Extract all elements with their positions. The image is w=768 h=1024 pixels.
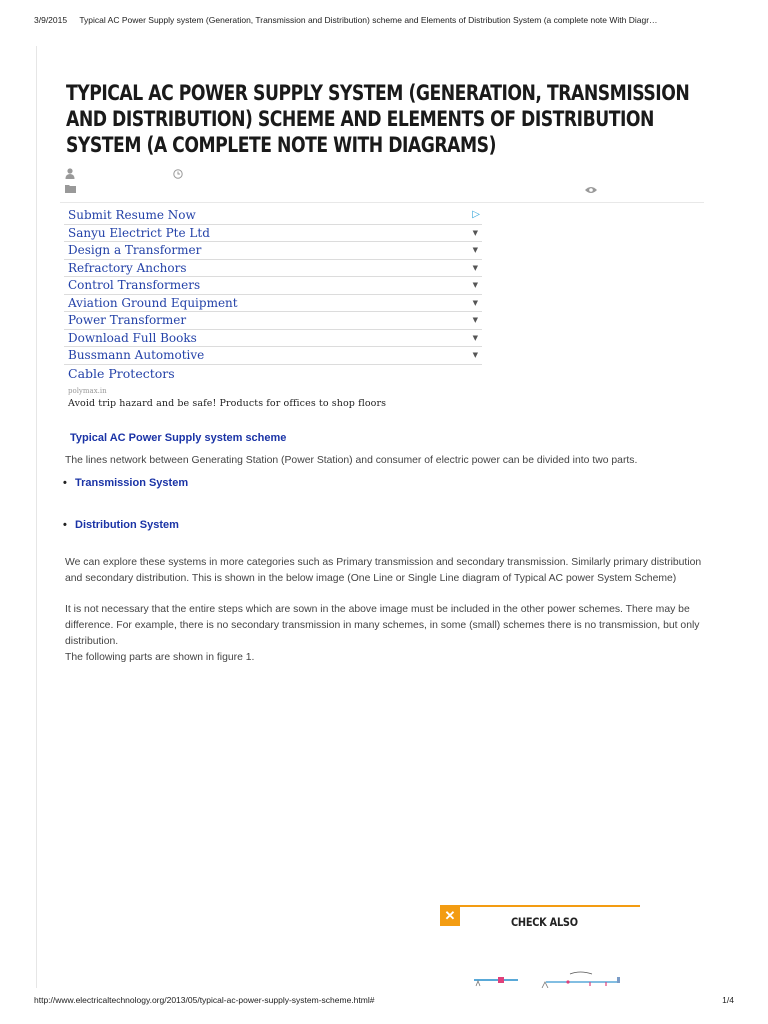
user-icon bbox=[65, 168, 75, 182]
section-link[interactable]: Typical AC Power Supply system scheme bbox=[70, 432, 287, 444]
check-also-label: CHECK ALSO bbox=[511, 915, 578, 929]
ad-featured-domain[interactable]: polymax.in bbox=[68, 387, 107, 395]
ad-link-label: Refractory Anchors bbox=[68, 260, 187, 275]
ad-link[interactable] bbox=[64, 260, 482, 278]
meta-divider bbox=[60, 202, 704, 203]
ad-link[interactable] bbox=[64, 295, 482, 313]
caret-down-icon: ▼ bbox=[472, 263, 478, 272]
caret-down-icon: ▼ bbox=[472, 316, 478, 324]
print-footer-url: http://www.electricaltechnology.org/2013/05/typical-ac-power-supply-system-scheme.html# bbox=[34, 995, 375, 1005]
ad-link-label: Design a Transformer bbox=[68, 243, 202, 257]
ad-link[interactable] bbox=[64, 225, 482, 243]
bullet-dot: • bbox=[63, 477, 67, 489]
left-border-rule bbox=[36, 46, 37, 988]
bullet-dot: • bbox=[63, 519, 67, 531]
ad-featured-title[interactable]: Cable Protectors bbox=[68, 366, 175, 381]
print-doc-title: Typical AC Power Supply system (Generation, Transmission and Distribution) scheme and Elements of Distribution System (a complete note With Diagr… bbox=[79, 15, 658, 25]
ad-link[interactable] bbox=[64, 242, 482, 260]
close-icon[interactable]: ✕ bbox=[440, 905, 460, 926]
ad-links bbox=[64, 207, 482, 365]
ad-link-label: Power Transformer bbox=[68, 313, 187, 327]
intro-paragraph: The lines network between Generating Station (Power Station) and consumer of electric power can be divided into two parts. bbox=[65, 455, 638, 466]
folder-icon bbox=[65, 184, 76, 196]
caret-down-icon: ▼ bbox=[472, 298, 478, 307]
bullet-distribution[interactable] bbox=[63, 519, 179, 531]
paragraph-following-parts: The following parts are shown in figure 1. bbox=[65, 652, 255, 663]
ad-link-label: Control Transformers bbox=[68, 278, 201, 292]
caret-down-icon: ▼ bbox=[472, 333, 478, 342]
ad-link-label: Aviation Ground Equipment bbox=[68, 295, 238, 310]
print-footer-page: 1/4 bbox=[722, 995, 734, 1005]
bullet-label: Transmission System bbox=[75, 477, 189, 489]
ad-link[interactable] bbox=[64, 207, 482, 225]
clock-icon bbox=[173, 169, 183, 182]
print-date: 3/9/2015 bbox=[34, 15, 68, 25]
caret-down-icon: ▼ bbox=[472, 281, 478, 289]
caret-down-icon: ▼ bbox=[472, 246, 478, 254]
bullet-transmission[interactable] bbox=[63, 477, 188, 489]
ad-link[interactable] bbox=[64, 347, 482, 365]
caret-down-icon: ▼ bbox=[472, 228, 478, 237]
print-header bbox=[34, 15, 754, 25]
ad-link[interactable] bbox=[64, 330, 482, 348]
eye-icon bbox=[585, 186, 597, 197]
paragraph-categories: We can explore these systems in more categories such as Primary transmission and secondary transmission. Similarly primary distribution and secondary distribution. This is shown in the below image (One Line or Single Line diagram of Typical AC power System Scheme) bbox=[65, 557, 702, 584]
bullet-label: Distribution System bbox=[75, 519, 179, 531]
ad-link[interactable] bbox=[64, 277, 482, 295]
ad-link-label: Bussmann Automotive bbox=[68, 348, 205, 362]
paragraph-not-necessary: It is not necessary that the entire steps which are sown in the above image must be included in the other power schemes. There may be difference. For example, there is no secondary transmission in many schemes, in some (small) schemes there is no transmission, but only distribution. bbox=[65, 604, 700, 647]
thumbnail-diagram-2[interactable] bbox=[540, 968, 624, 993]
ad-featured-description: Avoid trip hazard and be safe! Products for offices to shop floors bbox=[68, 398, 387, 409]
ad-link-label: Download Full Books bbox=[68, 330, 197, 345]
ad-link-label: Submit Resume Now bbox=[68, 208, 196, 222]
adchoices-icon[interactable]: ▷ bbox=[472, 209, 480, 220]
ad-link-label: Sanyu Electrict Pte Ltd bbox=[68, 225, 210, 240]
thumbnail-diagram-1[interactable] bbox=[472, 968, 522, 993]
article-title: TYPICAL AC POWER SUPPLY SYSTEM (GENERATION, TRANSMISSION AND DISTRIBUTION) SCHEME AND ELEMENTS OF DISTRIBUTION SYSTEM (A COMPLETE NOTE WITH DIAGRAMS) bbox=[66, 81, 690, 157]
ad-link[interactable] bbox=[64, 312, 482, 330]
caret-down-icon: ▼ bbox=[472, 351, 478, 359]
